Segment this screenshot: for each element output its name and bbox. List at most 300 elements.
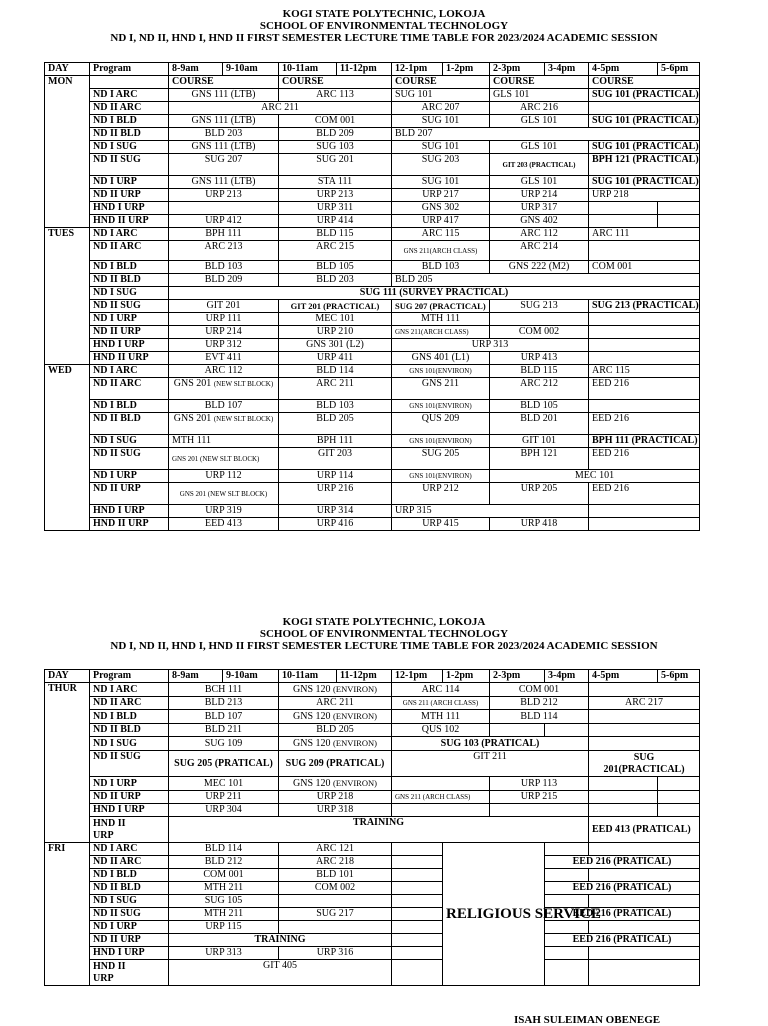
course-cell: BLD 203 bbox=[279, 274, 392, 287]
course-cell: GNS 111 (LTB) bbox=[169, 115, 279, 128]
table-row bbox=[45, 313, 700, 326]
table-row bbox=[45, 413, 700, 435]
table-row bbox=[45, 483, 700, 505]
table-row bbox=[45, 189, 700, 202]
program-label: ND I SUG bbox=[90, 435, 169, 448]
course-code: GNS 120 bbox=[293, 778, 331, 789]
course-cell: SUG 205 (PRATICAL) bbox=[169, 751, 279, 777]
table-row bbox=[45, 683, 700, 697]
program-label: HND I URP bbox=[90, 339, 169, 352]
course-cell: GLS 101 bbox=[490, 141, 589, 154]
course-cell: GNS 211 bbox=[392, 378, 490, 400]
table-row bbox=[45, 908, 700, 921]
course-cell: BLD 115 bbox=[279, 228, 392, 241]
venue-note: (ENVIRON) bbox=[333, 711, 377, 721]
table-row bbox=[45, 215, 700, 228]
course-cell: ARC 211 bbox=[279, 378, 392, 400]
table-row bbox=[45, 115, 700, 128]
course-cell: SUG 109 bbox=[169, 737, 279, 751]
course-cell: GNS 211 (ARCH CLASS) bbox=[392, 791, 490, 804]
time-header: 4-5pm bbox=[589, 670, 658, 683]
program-label-line: URP bbox=[93, 829, 114, 841]
program-label: ND II URP bbox=[90, 189, 169, 202]
school-name: KOGI STATE POLYTECHNIC, LOKOJA bbox=[282, 8, 486, 20]
table-row bbox=[45, 518, 700, 531]
course-cell: EED 216 (PRATICAL) bbox=[545, 882, 700, 895]
program-label: HND I URP bbox=[90, 804, 169, 817]
program-label: ND I URP bbox=[90, 176, 169, 189]
course-cell: GNS 302 bbox=[392, 202, 490, 215]
table-row bbox=[45, 400, 700, 413]
table-row bbox=[45, 869, 700, 882]
course-cell: COM 001 bbox=[589, 261, 700, 274]
timetable-title: ND I, ND II, HND I, HND II FIRST SEMESTER LECTURE TIME TABLE FOR 2023/2024 ACADEMIC SESSION bbox=[110, 32, 658, 44]
course-cell: SUG 217 bbox=[279, 908, 392, 921]
program-label: ND I ARC bbox=[90, 89, 169, 102]
program-label: ND I SUG bbox=[90, 141, 169, 154]
time-header: 9-10am bbox=[223, 63, 279, 76]
program-label bbox=[90, 960, 169, 986]
day-label: FRI bbox=[45, 843, 90, 986]
course-cell: SUG 105 bbox=[169, 895, 279, 908]
course-cell: MEC 101 bbox=[490, 470, 700, 483]
course-cell: URP 416 bbox=[279, 518, 392, 531]
course-cell: GIT 203 bbox=[279, 448, 392, 470]
course-cell: GIT 201 (PRACTICAL) bbox=[279, 300, 392, 313]
course-cell: SUG 201 bbox=[279, 154, 392, 176]
course-cell: SUG 101 bbox=[392, 89, 490, 102]
course-cell: URP 316 bbox=[279, 947, 392, 960]
table-row bbox=[45, 960, 700, 986]
course-cell: EED 413 (PRATICAL) bbox=[589, 817, 700, 843]
course-cell: URP 114 bbox=[279, 470, 392, 483]
course-cell: MTH 111 bbox=[392, 710, 490, 724]
course-cell: BLD 213 bbox=[169, 697, 279, 710]
course-cell: GNS 111 (LTB) bbox=[169, 141, 279, 154]
course-cell: ARC 111 bbox=[589, 228, 700, 241]
program-label: ND II SUG bbox=[90, 300, 169, 313]
course-cell: BLD 114 bbox=[169, 843, 279, 856]
program-label: ND II URP bbox=[90, 326, 169, 339]
table-row bbox=[45, 856, 700, 869]
table-row bbox=[45, 274, 700, 287]
course-cell: ARC 216 bbox=[490, 102, 589, 115]
course-cell: SUG 205 bbox=[392, 448, 490, 470]
time-header: 9-10am bbox=[223, 670, 279, 683]
course-cell: BLD 115 bbox=[490, 365, 589, 378]
course-cell: COM 001 bbox=[490, 683, 589, 697]
course-cell: ARC 114 bbox=[392, 683, 490, 697]
table-row bbox=[45, 751, 700, 777]
program-label: ND I SUG bbox=[90, 895, 169, 908]
signature-name: ISAH SULEIMAN OBENEGE bbox=[514, 1014, 661, 1026]
program-header: Program bbox=[90, 670, 169, 683]
course-cell: COM 001 bbox=[169, 869, 279, 882]
program-label: ND I URP bbox=[90, 470, 169, 483]
course-cell: GNS 402 bbox=[490, 215, 589, 228]
course-cell: EED 216 bbox=[589, 413, 700, 435]
program-label: ND II ARC bbox=[90, 378, 169, 400]
program-label: ND II URP bbox=[90, 483, 169, 505]
day-header: DAY bbox=[45, 63, 90, 76]
course-cell: ARC 212 bbox=[490, 378, 589, 400]
course-cell: SUG 103 bbox=[279, 141, 392, 154]
course-cell: MTH 211 bbox=[169, 908, 279, 921]
table-row bbox=[45, 154, 700, 176]
course-cell: BLD 212 bbox=[490, 697, 589, 710]
table-row bbox=[45, 697, 700, 710]
program-label: ND II ARC bbox=[90, 241, 169, 261]
course-cell: BPH 121 bbox=[490, 448, 589, 470]
day-label: TUES bbox=[45, 228, 90, 365]
course-cell: ARC 211 bbox=[169, 102, 392, 115]
course-cell: TRAINING bbox=[169, 934, 392, 947]
time-header: 2-3pm bbox=[490, 63, 545, 76]
table-row bbox=[45, 804, 700, 817]
table-row bbox=[45, 176, 700, 189]
course-cell: SUG 101 bbox=[392, 115, 490, 128]
course-cell: GNS 101(ENVIRON) bbox=[392, 470, 490, 483]
course-cell: ARC 207 bbox=[392, 102, 490, 115]
program-label: ND I URP bbox=[90, 313, 169, 326]
course-cell: ARC 113 bbox=[279, 89, 392, 102]
course-cell: BCH 111 bbox=[169, 683, 279, 697]
program-label: ND I URP bbox=[90, 921, 169, 934]
course-cell: BLD 101 bbox=[279, 869, 392, 882]
program-label: HND II URP bbox=[90, 518, 169, 531]
table-row bbox=[45, 921, 700, 934]
course-cell: ARC 217 bbox=[589, 697, 700, 710]
table-row bbox=[45, 202, 700, 215]
table-row bbox=[45, 737, 700, 751]
course-cell: URP 304 bbox=[169, 804, 279, 817]
program-label: ND II BLD bbox=[90, 274, 169, 287]
course-code: GNS 120 bbox=[293, 711, 331, 722]
course-cell: GNS 222 (M2) bbox=[490, 261, 589, 274]
course-cell: URP 414 bbox=[279, 215, 392, 228]
course-cell: ARC 211 bbox=[279, 697, 392, 710]
course-cell: EED 216 (PRATICAL) bbox=[545, 908, 700, 921]
venue-note: (ENVIRON) bbox=[333, 738, 377, 748]
course-cell: SUG 213 (PRACTICAL) bbox=[589, 300, 700, 313]
course-cell: MTH 211 bbox=[169, 882, 279, 895]
time-header: 11-12pm bbox=[337, 670, 392, 683]
course-cell: URP 115 bbox=[169, 921, 279, 934]
time-header: 2-3pm bbox=[490, 670, 545, 683]
course-cell: URP 417 bbox=[392, 215, 490, 228]
course-cell: ARC 121 bbox=[279, 843, 392, 856]
table-row bbox=[45, 505, 700, 518]
course-header: COURSE bbox=[279, 76, 392, 89]
program-label: ND I ARC bbox=[90, 365, 169, 378]
course-code: GNS 201 bbox=[173, 413, 212, 424]
table-row bbox=[45, 817, 700, 843]
religious-service-cell: RELIGIOUS SERVICE bbox=[443, 843, 545, 986]
course-cell: BLD 211 bbox=[169, 724, 279, 737]
course-cell: URP 218 bbox=[589, 189, 700, 202]
course-cell: URP 411 bbox=[279, 352, 392, 365]
program-label: HND I URP bbox=[90, 947, 169, 960]
course-cell: QUS 102 bbox=[392, 724, 490, 737]
course-cell: URP 415 bbox=[392, 518, 490, 531]
course-cell: ARC 213 bbox=[169, 241, 279, 261]
time-header: 1-2pm bbox=[443, 670, 490, 683]
venue-note: (NEW SLT BLOCK) bbox=[213, 415, 274, 423]
course-cell: BLD 205 bbox=[392, 274, 700, 287]
day-header: DAY bbox=[45, 670, 90, 683]
course-code: GNS 201 bbox=[173, 378, 212, 389]
course-cell: URP 418 bbox=[490, 518, 589, 531]
program-label: ND I ARC bbox=[90, 843, 169, 856]
course-cell: BPH 111 (PRACTICAL) bbox=[589, 435, 700, 448]
table-row bbox=[45, 89, 700, 102]
time-header: 10-11am bbox=[279, 63, 337, 76]
program-label: ND I SUG bbox=[90, 287, 169, 300]
course-cell bbox=[279, 683, 392, 697]
course-header: COURSE bbox=[589, 76, 700, 89]
course-cell: SUG 101 (PRACTICAL) bbox=[589, 176, 700, 189]
course-cell: BLD 207 bbox=[392, 128, 700, 141]
program-label-line: HND II bbox=[93, 960, 126, 972]
program-label: ND I BLD bbox=[90, 261, 169, 274]
program-label: ND I BLD bbox=[90, 115, 169, 128]
table-row bbox=[45, 352, 700, 365]
table-row bbox=[45, 791, 700, 804]
course-cell: SUG 101 (PRACTICAL) bbox=[589, 115, 700, 128]
course-cell: GIT 203 (PRACTICAL) bbox=[490, 154, 589, 176]
course-cell: SUG 203 bbox=[392, 154, 490, 176]
course-cell: MEC 101 bbox=[279, 313, 392, 326]
course-cell: BLD 107 bbox=[169, 400, 279, 413]
program-label-line: URP bbox=[93, 972, 114, 984]
course-cell: URP 214 bbox=[490, 189, 589, 202]
course-cell: BLD 209 bbox=[169, 274, 279, 287]
program-label-line: HND II bbox=[93, 817, 126, 829]
course-cell: ARC 115 bbox=[589, 365, 700, 378]
course-cell: BLD 107 bbox=[169, 710, 279, 724]
course-cell: URP 113 bbox=[490, 777, 589, 791]
course-cell: GIT 101 bbox=[490, 435, 589, 448]
table-row bbox=[45, 378, 700, 400]
course-cell: BLD 212 bbox=[169, 856, 279, 869]
course-cell: SUG 111 (SURVEY PRACTICAL) bbox=[169, 287, 700, 300]
course-cell: GIT 201 bbox=[169, 300, 279, 313]
course-cell: GNS 401 (L1) bbox=[392, 352, 490, 365]
course-code: GNS 120 bbox=[293, 684, 331, 695]
course-cell: SUG 213 bbox=[490, 300, 589, 313]
timetable-title: ND I, ND II, HND I, HND II FIRST SEMESTER LECTURE TIME TABLE FOR 2023/2024 ACADEMIC SESSION bbox=[110, 640, 658, 652]
course-cell: MTH 111 bbox=[169, 435, 279, 448]
course-cell: URP 111 bbox=[169, 313, 279, 326]
course-cell: STA 111 bbox=[279, 176, 392, 189]
course-cell: URP 210 bbox=[279, 326, 392, 339]
course-cell: SUG 207 (PRACTICAL) bbox=[392, 300, 490, 313]
course-cell: GIT 405 bbox=[169, 960, 392, 986]
program-label: ND II BLD bbox=[90, 413, 169, 435]
program-label: HND II URP bbox=[90, 215, 169, 228]
course-cell bbox=[169, 413, 279, 435]
course-cell: URP 412 bbox=[169, 215, 279, 228]
table-row bbox=[45, 882, 700, 895]
course-cell: GIT 211 bbox=[392, 751, 589, 777]
course-cell: EED 216 bbox=[589, 378, 700, 400]
venue-note: (NEW SLT BLOCK) bbox=[213, 380, 274, 388]
department-name: SCHOOL OF ENVIRONMENTAL TECHNOLOGY bbox=[259, 20, 509, 32]
program-label: ND I SUG bbox=[90, 737, 169, 751]
course-cell: URP 315 bbox=[392, 505, 589, 518]
course-cell: URP 215 bbox=[490, 791, 589, 804]
course-cell: EED 216 bbox=[589, 448, 700, 470]
program-label: ND II URP bbox=[90, 934, 169, 947]
course-row bbox=[45, 76, 700, 89]
program-label: HND II URP bbox=[90, 352, 169, 365]
program-label: ND II SUG bbox=[90, 154, 169, 176]
time-header: 12-1pm bbox=[392, 63, 443, 76]
course-cell: GNS 201 (NEW SLT BLOCK) bbox=[169, 483, 279, 505]
venue-note: (ENVIRON) bbox=[333, 684, 377, 694]
course-cell: URP 318 bbox=[279, 804, 392, 817]
time-header: 12-1pm bbox=[392, 670, 443, 683]
time-header: 11-12pm bbox=[337, 63, 392, 76]
header-row bbox=[45, 670, 700, 683]
table-row bbox=[45, 326, 700, 339]
course-header: COURSE bbox=[392, 76, 490, 89]
course-cell: GNS 101(ENVIRON) bbox=[392, 400, 490, 413]
course-cell: QUS 209 bbox=[392, 413, 490, 435]
program-header: Program bbox=[90, 63, 169, 76]
course-cell: BLD 201 bbox=[490, 413, 589, 435]
table-row bbox=[45, 241, 700, 261]
venue-note: (ENVIRON) bbox=[333, 778, 377, 788]
table-row bbox=[45, 228, 700, 241]
course-cell: TRAINING bbox=[169, 817, 589, 843]
table-row bbox=[45, 843, 700, 856]
program-label: ND II URP bbox=[90, 791, 169, 804]
timetable-header-1 bbox=[0, 8, 768, 44]
course-cell: URP 214 bbox=[169, 326, 279, 339]
course-cell: MEC 101 bbox=[169, 777, 279, 791]
program-label: ND I BLD bbox=[90, 710, 169, 724]
time-header: 8-9am bbox=[169, 670, 223, 683]
course-cell: GNS 211 (ARCH CLASS) bbox=[392, 697, 490, 710]
program-label: ND II ARC bbox=[90, 102, 169, 115]
course-cell: ARC 112 bbox=[490, 228, 589, 241]
course-cell: SUG 103 (PRATICAL) bbox=[392, 737, 589, 751]
program-label: HND I URP bbox=[90, 505, 169, 518]
header-row bbox=[45, 63, 700, 76]
day-label: MON bbox=[45, 76, 90, 228]
course-cell: ARC 115 bbox=[392, 228, 490, 241]
course-cell: URP 314 bbox=[279, 505, 392, 518]
course-cell: COM 002 bbox=[279, 882, 392, 895]
course-cell bbox=[279, 710, 392, 724]
time-header: 1-2pm bbox=[443, 63, 490, 76]
course-cell: BPH 121 (PRACTICAL) bbox=[589, 154, 700, 176]
course-cell: ARC 112 bbox=[169, 365, 279, 378]
course-cell: EED 216 bbox=[589, 483, 700, 505]
course-cell: URP 216 bbox=[279, 483, 392, 505]
program-label: ND II SUG bbox=[90, 448, 169, 470]
course-cell: BLD 103 bbox=[169, 261, 279, 274]
table-row bbox=[45, 470, 700, 483]
course-cell: URP 319 bbox=[169, 505, 279, 518]
course-cell: BLD 103 bbox=[279, 400, 392, 413]
course-cell: BPH 111 bbox=[279, 435, 392, 448]
course-cell: SUG 101 (PRACTICAL) bbox=[589, 89, 700, 102]
course-cell: EED 413 bbox=[169, 518, 279, 531]
course-cell: ARC 218 bbox=[279, 856, 392, 869]
course-cell: GLS 101 bbox=[490, 115, 589, 128]
course-cell: GLS 101 bbox=[490, 176, 589, 189]
course-cell: GNS 111 (LTB) bbox=[169, 89, 279, 102]
table-row bbox=[45, 141, 700, 154]
department-name: SCHOOL OF ENVIRONMENTAL TECHNOLOGY bbox=[259, 628, 509, 640]
course-cell: BLD 209 bbox=[279, 128, 392, 141]
course-cell: URP 213 bbox=[279, 189, 392, 202]
course-cell: GNS 211(ARCH CLASS) bbox=[392, 241, 490, 261]
table-row bbox=[45, 777, 700, 791]
program-label: ND II ARC bbox=[90, 856, 169, 869]
time-header: 8-9am bbox=[169, 63, 223, 76]
table-row bbox=[45, 102, 700, 115]
course-cell: BPH 111 bbox=[169, 228, 279, 241]
course-cell: URP 217 bbox=[392, 189, 490, 202]
time-header: 10-11am bbox=[279, 670, 337, 683]
course-cell: BLD 114 bbox=[490, 710, 589, 724]
table-row bbox=[45, 435, 700, 448]
program-label: ND II BLD bbox=[90, 128, 169, 141]
course-cell: URP 313 bbox=[392, 339, 589, 352]
course-cell: URP 313 bbox=[169, 947, 279, 960]
program-label: ND II SUG bbox=[90, 751, 169, 777]
timetable-header-2 bbox=[0, 616, 768, 652]
course-cell: SUG 209 (PRATICAL) bbox=[279, 751, 392, 777]
course-cell: URP 413 bbox=[490, 352, 589, 365]
program-label: ND II ARC bbox=[90, 697, 169, 710]
course-cell: BLD 105 bbox=[490, 400, 589, 413]
course-cell: GNS 211(ARCH CLASS) bbox=[392, 326, 490, 339]
time-header: 5-6pm bbox=[658, 670, 700, 683]
course-cell: URP 218 bbox=[279, 791, 392, 804]
program-label: ND I ARC bbox=[90, 683, 169, 697]
program-label: ND II SUG bbox=[90, 908, 169, 921]
table-row bbox=[45, 947, 700, 960]
course-cell: SUG 201(PRACTICAL) bbox=[589, 751, 700, 777]
course-cell: BLD 114 bbox=[279, 365, 392, 378]
table-row bbox=[45, 339, 700, 352]
time-header: 5-6pm bbox=[658, 63, 700, 76]
school-name: KOGI STATE POLYTECHNIC, LOKOJA bbox=[282, 616, 486, 628]
timetable-thu-fri bbox=[44, 669, 700, 986]
course-cell: ARC 214 bbox=[490, 241, 589, 261]
course-cell: URP 317 bbox=[490, 202, 589, 215]
course-cell: COM 002 bbox=[490, 326, 589, 339]
course-header: COURSE bbox=[169, 76, 279, 89]
course-cell: GNS 101(ENVIRON) bbox=[392, 365, 490, 378]
table-row bbox=[45, 895, 700, 908]
course-cell: MTH 111 bbox=[392, 313, 490, 326]
program-label: HND I URP bbox=[90, 202, 169, 215]
course-cell bbox=[279, 777, 392, 791]
course-cell: BLD 103 bbox=[392, 261, 490, 274]
table-row bbox=[45, 448, 700, 470]
table-row bbox=[45, 287, 700, 300]
table-row bbox=[45, 128, 700, 141]
course-cell: GNS 111 (LTB) bbox=[169, 176, 279, 189]
course-cell: GLS 101 bbox=[490, 89, 589, 102]
course-cell: BLD 205 bbox=[279, 413, 392, 435]
course-cell: GNS 301 (L2) bbox=[279, 339, 392, 352]
